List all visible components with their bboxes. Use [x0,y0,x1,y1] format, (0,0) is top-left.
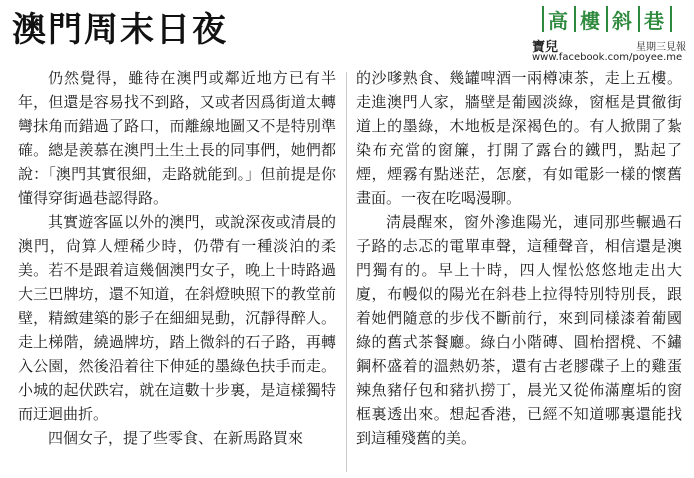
column-name [528,4,686,34]
facebook-link: www.facebook.com/poyee.me [532,52,683,63]
column-name-char: 斜 [612,8,634,33]
column-name-divider [542,6,544,32]
column-name-divider [574,6,576,32]
article-column-left [18,66,336,450]
author-name: 寶兒 [532,40,559,55]
column-name-divider [606,6,608,32]
article-column-right [356,66,682,450]
paragraph: 仍然覺得，雖待在澳門或鄰近地方已有半年，但還是容易找不到路，又或者因爲街道太轉彎抹角而錯過了路口，而離線地圖又不是特別準確。總是羨慕在澳門土生土長的同事們，她們都說：「澳門其實很細，走路就能到。」但前提是你懂得穿街過巷認得路。 [18,69,336,207]
paragraph: 其實遊客區以外的澳門，或說深夜或清晨的澳門，尙算人煙稀少時，仍帶有一種淡泊的柔美。若不是跟着這幾個澳門女子，晚上十時路過大三巴牌坊，還不知道，在斜燈映照下的教堂前壁，精緻建築的影子在細細晃動，沉靜得醉人。走上梯階，繞過牌坊，踏上微斜的石子路，再轉入公園，然後沿着往下伸延的墨綠色扶手而走。小城的起伏跌宕，就在這數十步裏，是這樣獨特而迂迴曲折。 [18,213,336,423]
column-name-char: 樓 [580,8,602,33]
column-divider [346,72,347,472]
column-name-divider [638,6,640,32]
column-header [526,4,688,66]
column-name-char: 高 [548,8,570,33]
paragraph: 的沙嗲熟食、幾罐啤酒一兩樽凍茶，走上五樓。走進澳門人家，牆壁是葡國淡綠，窗框是貫徹街道上的墨綠，木地板是深褐色的。有人掀開了紮染布充當的窗簾，打開了露台的鐵門，點起了煙，煙霧有點迷茫，怎麼，有如電影一樣的懷舊畫面。一夜在吃喝漫聊。 [356,69,682,207]
paragraph: 四個女子，提了些零食、在新馬路買來 [48,429,304,447]
column-name-divider [670,6,672,32]
column-name-char: 巷 [644,8,666,33]
publish-schedule: 星期三見報 [636,42,686,53]
article-headline: 澳門周末日夜 [12,10,228,50]
paragraph: 淸晨醒來，窗外滲進陽光，連同那些輾過石子路的忐忑的電單車聲，這種聲音，相信還是澳門獨有的。早上十時，四人惺忪悠悠地走出大廈，布幔似的陽光在斜巷上拉得特別特別長，跟着她們隨意的步伐不斷前行，來到同樣漆着葡國綠的舊式茶餐廳。綠白小階磚、圓枱摺櫈、不鏽鋼杯盛着的溫熱奶茶，還有古老膠碟子上的雞蛋辣魚豬仔包和豬扒撈丁，晨光又從佈滿塵垢的窗框裏透出來。想起香港，已經不知道哪裏還能找到這種殘舊的美。 [356,213,682,447]
